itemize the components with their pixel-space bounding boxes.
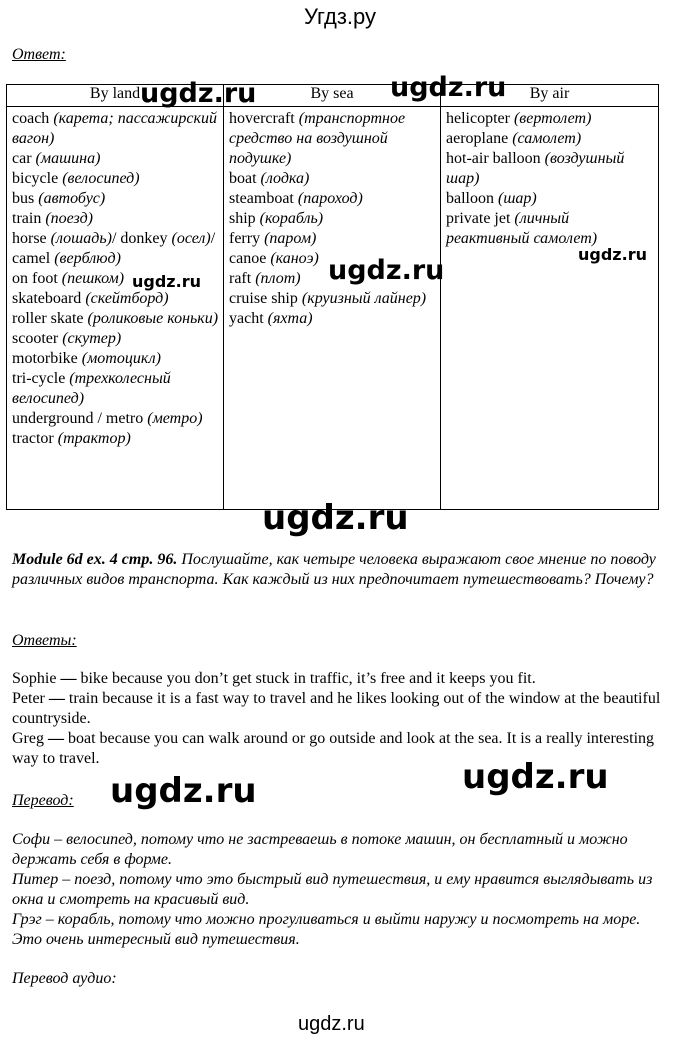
list-item [12,309,219,329]
word-en: raft [229,270,252,287]
word-en: helicopter [446,110,510,127]
word-ru: (воздушный шар) [446,150,625,187]
word-en: tri-cycle [12,370,66,387]
word-ru: (метро) [147,410,203,427]
word-en: steamboat [229,190,294,207]
word-ru: (круизный лайнер) [301,290,427,307]
word-ru: (трехколесный велосипед) [12,370,171,407]
table-header-row [7,85,659,107]
list-item [12,149,219,169]
word-en: boat [229,170,257,187]
audio-translation-label: Перевод аудио: [12,970,117,987]
word-ru: (паром) [264,230,317,247]
word-en: tractor [12,430,54,447]
task-reference: Module 6d ex. 4 стр. 96. [12,551,178,568]
list-item [12,109,219,149]
word-en: bus [12,190,35,207]
list-item [446,209,654,249]
word-en: scooter [12,330,59,347]
answers-block [12,669,672,769]
word-en: underground / metro [12,410,144,427]
sea-column [224,107,441,510]
air-column [441,107,659,510]
translation-label: Перевод: [12,792,74,809]
watermark: ugdz.ru [328,255,445,286]
watermark: ugdz.ru [140,78,257,109]
list-item [229,289,436,309]
answer-paragraph: Sophie — bike because you don’t get stuck in traffic, it’s free and it keeps you fit. [12,670,536,687]
answer-text: bike because you don’t get stuck in traffic, it’s free and it keeps you fit. [80,670,536,687]
task-description [12,550,667,590]
watermark: ugdz.ru [462,757,609,797]
list-item [12,369,219,409]
answer-paragraph: Greg — boat because you can walk around or go outside and look at the sea. It is a really interesting way to travel. [12,730,655,767]
word-ru: (верблюд) [54,250,121,267]
word-ru: (самолет) [512,130,582,147]
word-ru: (карета; пассажирский вагон) [12,110,217,147]
word-ru: (автобус) [38,190,106,207]
table-body-row [7,107,659,510]
answers-label: Ответы: [12,632,77,649]
word-en: train [12,210,42,227]
word-en: / donkey [111,230,168,247]
answer-paragraph: Peter — train because it is a fast way to travel and he likes looking out of the window at the beautiful countryside. [12,690,661,727]
person-name: Greg [12,730,44,747]
translation-paragraph: Софи – велосипед, потому что не застреваешь в потоке машин, он бесплатный и можно держать себя в форме. [12,831,628,868]
list-item [229,209,436,229]
watermark: ugdz.ru [132,272,201,291]
word-en: balloon [446,190,494,207]
word-ru: (транспортное средство на воздушной подушке) [229,110,406,167]
word-en: yacht [229,310,264,327]
list-item [229,189,436,209]
list-item [12,289,219,309]
word-en: coach [12,110,50,127]
word-ru: (корабль) [259,210,324,227]
answer-text: train because it is a fast way to travel and he likes looking out of the window at the beautiful countryside. [12,690,661,727]
column-header-sea: By sea [224,85,441,107]
word-ru: (поезд) [45,210,93,227]
transport-vocab-table [6,84,659,510]
word-en: skateboard [12,290,82,307]
word-en: canoe [229,250,267,267]
watermark: ugdz.ru [110,771,257,811]
word-en: car [12,150,32,167]
list-item [446,189,654,209]
word-en: hot-air balloon [446,150,541,167]
watermark: ugdz.ru [578,245,647,264]
word-en: ferry [229,230,261,247]
column-header-air: By air [441,85,659,107]
list-item [12,209,219,229]
list-item [446,109,654,129]
word-ru: (трактор) [57,430,131,447]
word-en: roller skate [12,310,84,327]
word-en: on foot [12,270,58,287]
translation-block [12,830,672,950]
word-ru: (пешком) [61,270,125,287]
list-item [229,229,436,249]
word-en: motorbike [12,350,78,367]
list-item [229,309,436,329]
list-item [12,169,219,189]
word-en: ship [229,210,256,227]
answer-text: boat because you can walk around or go outside and look at the sea. It is a really interesting way to travel. [12,730,655,767]
word-ru: (скутер) [62,330,122,347]
site-title: Угдз.ру [303,4,377,29]
list-item [229,169,436,189]
word-en: private jet [446,210,511,227]
watermark: ugdz.ru [262,498,409,538]
word-ru: (пароход) [297,190,363,207]
word-ru: (плот) [255,270,301,287]
word-ru: (лодка) [260,170,310,187]
word-ru: (велосипед) [62,170,140,187]
person-name: Sophie [12,670,57,687]
word-ru: (скейтборд) [85,290,169,307]
answer-label: Ответ: [12,46,66,63]
list-item [12,329,219,349]
word-ru: (каноэ) [270,250,319,267]
footer-watermark: ugdz.ru [298,1013,365,1035]
word-ru: (роликовые коньки) [87,310,219,327]
land-column [7,107,224,510]
word-ru: (лошадь) [50,230,112,247]
column-header-land: By land [7,85,224,107]
list-item [12,349,219,369]
translation-paragraph: Грэг – корабль, потому что можно прогуливаться и выйти наружу и посмотреть на море. Это очень интересный вид путешествия. [12,911,641,948]
task-text: Послушайте, как четыре человека выражают свое мнение по поводу различных видов транспорта. Как каждый из них предпочитает путешествовать? Почему? [12,551,656,588]
word-en: aeroplane [446,130,509,147]
person-name: Peter [12,690,45,707]
word-en: hovercraft [229,110,295,127]
translation-paragraph: Питер – поезд, потому что это быстрый вид путешествия, и ему нравится выглядывать из окна и смотреть на красивый вид. [12,871,653,908]
list-item [446,149,654,189]
word-ru: (вертолет) [513,110,592,127]
word-ru: (мотоцикл) [81,350,161,367]
word-ru: (личный реактивный самолет) [446,210,598,247]
list-item [12,189,219,209]
list-item [12,409,219,429]
watermark: ugdz.ru [390,72,507,103]
list-item [446,129,654,149]
word-ru: (шар) [498,190,537,207]
list-item [12,429,219,449]
word-en: cruise ship [229,290,298,307]
word-ru: (машина) [35,150,101,167]
word-ru: (яхта) [267,310,313,327]
word-en: / camel [12,230,216,267]
word-en: bicycle [12,170,59,187]
word-en: horse [12,230,47,247]
list-item [12,229,219,269]
word-ru: (осел) [171,230,211,247]
list-item [229,109,436,169]
